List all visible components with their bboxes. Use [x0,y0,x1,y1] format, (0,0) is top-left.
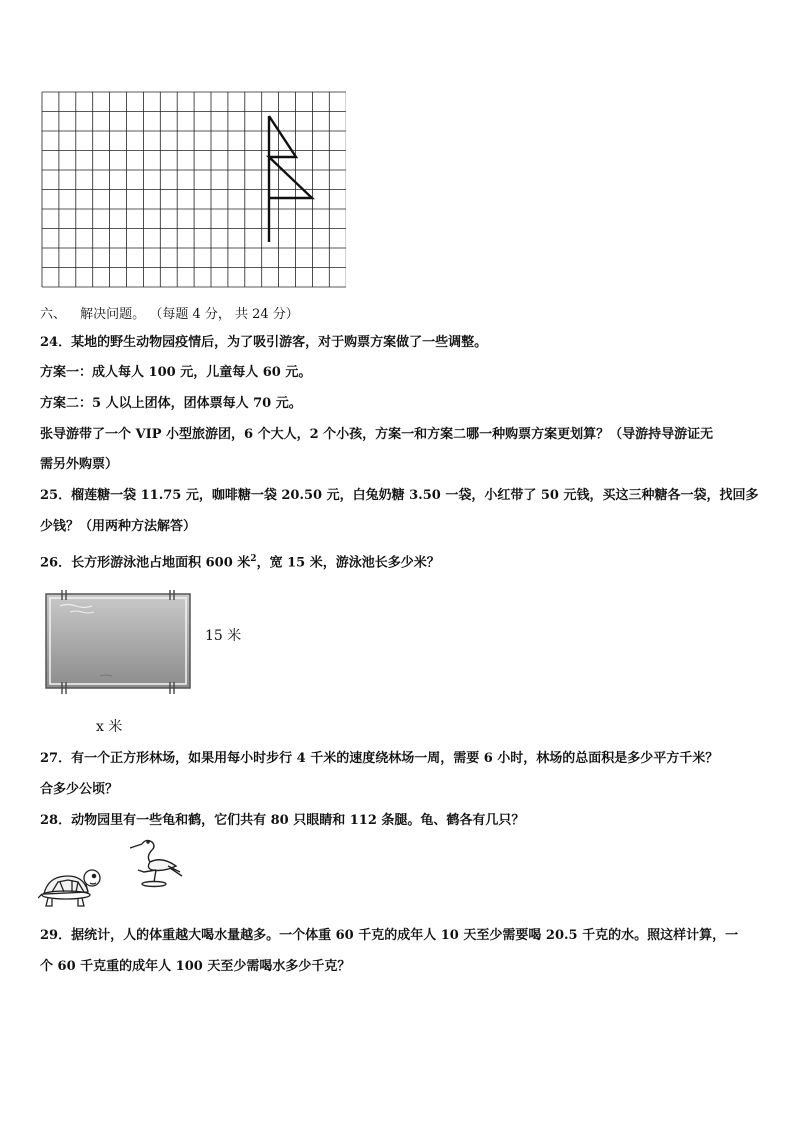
question-28 [40,812,524,830]
section-number: 六、 [40,307,67,322]
question-25-line1 [40,487,758,505]
question-text: 榴莲糖一袋 11.75 元，咖啡糖一袋 20.50 元，白兔奶糖 3.50 一袋，小红带了 50 元钱，买这三种糖各一袋，找回多 [71,488,759,503]
section-heading [40,306,299,324]
superscript: 2 [250,554,257,564]
question-26 [40,550,440,572]
question-text: 据统计，人的体重越大喝水量越多。一个体重 60 千克的成年人 10 天至少需要喝 20.5 千克的水。照这样计算，一 [71,928,739,943]
turtle-icon [38,862,104,910]
question-24-line1: 张导游带了一个 VIP 小型旅游团，6 个大人，2 个小孩，方案一和方案二哪一种购票方案更划算？（导游持导游证无 [40,427,714,442]
question-number: 24． [40,335,72,350]
question-24-intro [40,334,487,352]
question-29-line2: 个 60 千克重的成年人 100 天至少需喝水多少千克？ [40,959,351,974]
grid-figure [40,90,346,288]
pool-rectangle [46,594,190,688]
question-number: 27． [40,751,72,766]
pool-length-label: x 米 [96,719,123,735]
question-24-line2: 需另外购票） [40,457,119,472]
question-text: 某地的野生动物园疫情后，为了吸引游客，对于购票方案做了一些调整。 [71,335,488,350]
question-number: 29． [40,928,72,943]
question-text-tail: ，宽 15 米，游泳池长多少米？ [256,555,440,571]
question-25-line2: 少钱？（用两种方法解答） [40,519,197,534]
question-27-line2: 合多少公顷？ [40,782,119,797]
crane-icon [112,836,184,888]
flag-shape [269,116,312,242]
question-text: 动物园里有一些龟和鹤，它们共有 80 只眼睛和 112 条腿。龟、鹤各有几只？ [71,813,525,828]
pool-figure [40,588,200,698]
question-27-line1 [40,750,718,768]
question-text: 有一个正方形林场，如果用每小时步行 4 千米的速度绕林场一周，需要 6 小时，林场的总面积是多少平方千米？ [71,751,719,766]
question-24-plan2: 方案二：5 人以上团体，团体票每人 70 元。 [40,396,302,411]
section-score-note: （每题 4 分， 共 24 分） [149,307,299,322]
section-title: 解决问题。 [80,307,146,322]
question-number: 25． [40,488,72,503]
question-text: 长方形游泳池占地面积 600 米 [71,555,251,571]
question-29-line1 [40,927,738,945]
question-24-plan1: 方案一：成人每人 100 元，儿童每人 60 元。 [40,365,312,380]
question-number: 28． [40,813,72,828]
question-number: 26． [40,555,72,571]
pool-width-label: 15 米 [205,628,242,644]
